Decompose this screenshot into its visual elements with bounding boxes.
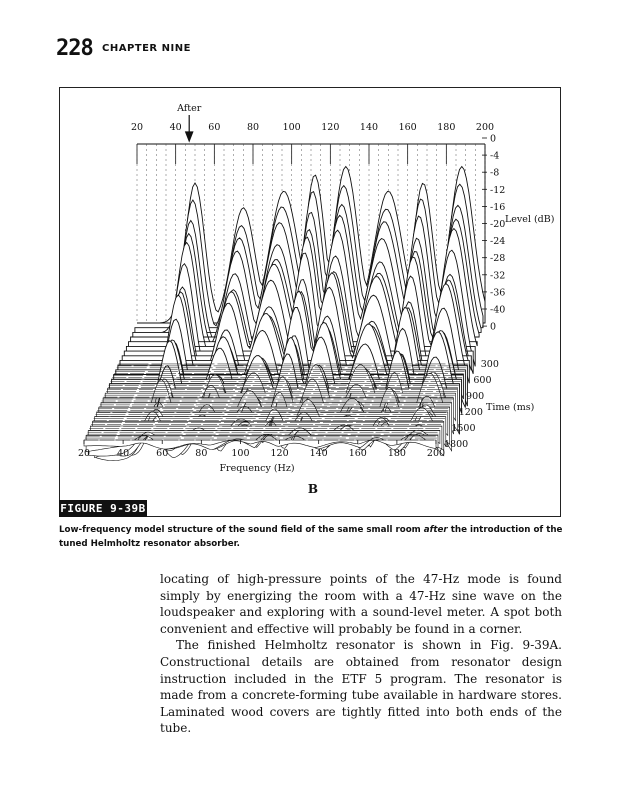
frequency-tick-label: 100 (231, 448, 250, 459)
top-axis-tick-label: 180 (437, 122, 456, 133)
frequency-tick-label: 80 (195, 448, 208, 459)
panel-letter: B (307, 482, 319, 496)
level-tick-label: -8 (490, 167, 500, 179)
caption-emphasis: after (423, 525, 448, 535)
level-tick-label: -16 (490, 201, 506, 213)
top-axis-tick-label: 200 (475, 122, 495, 133)
frequency-tick-label: 140 (309, 448, 328, 459)
level-tick-label: -12 (490, 184, 506, 196)
waterfall-plot (60, 88, 560, 500)
after-marker-label: After (177, 103, 202, 114)
frequency-tick-label: 120 (270, 448, 289, 459)
figure-caption (59, 523, 569, 551)
time-tick-label: 900 (466, 390, 485, 402)
time-tick-label: 600 (473, 374, 492, 386)
level-tick-label: -36 (490, 287, 506, 299)
level-tick-label: -40 (490, 304, 506, 316)
time-tick-label: 1200 (458, 406, 483, 418)
level-tick-label: -24 (490, 236, 506, 248)
top-axis-tick-label: 100 (282, 122, 301, 133)
top-axis-tick-label: 80 (246, 122, 260, 133)
top-axis-tick-label: 40 (169, 122, 182, 133)
caption-text-end: the introduction of the tuned Helmholtz resonator absorber. (59, 525, 563, 549)
top-axis-tick-label: 120 (321, 122, 340, 133)
level-tick-label: -20 (490, 219, 506, 230)
top-axis-tick-label: 60 (208, 122, 221, 133)
figure-frame (59, 87, 561, 517)
frequency-axis-title: Frequency (Hz) (219, 463, 295, 474)
frequency-tick-label: 160 (348, 448, 367, 459)
frequency-tick-label: 180 (387, 448, 406, 459)
page-number: 228 (56, 36, 93, 61)
top-axis-tick-label: 140 (359, 122, 379, 133)
caption-text: Low-frequency model structure of the sound field of the same small room (59, 525, 424, 535)
level-tick-label: 0 (490, 133, 497, 145)
top-axis-tick-label: 20 (130, 122, 144, 133)
time-tick-label: 300 (480, 358, 499, 370)
level-tick-label: -32 (490, 270, 506, 282)
paragraph: The finished Helmholtz resonator is shown in Fig. 9-39A. Constructional details are obtained from resonator design instruction included in the ETF 5 program. The resonator is made from a concrete-forming tube available in hardware stores. Laminated wood covers are tightly fitted into both ends of the tube. (160, 638, 562, 736)
frequency-tick-label: 20 (77, 448, 91, 459)
time-tick-label: 1500 (451, 422, 476, 434)
level-tick-label: 0 (490, 321, 497, 333)
time-axis-title: Time (ms) (486, 402, 535, 413)
time-tick-label: 1800 (444, 439, 469, 450)
paragraph: locating of high-pressure points of the 47-Hz mode is found simply by energizing the room with a 47-Hz sine wave on the loudspeaker and exploring with a sound-level meter. A spot both convenient and effective will probably be found in a corner. (160, 572, 562, 636)
chapter-title: CHAPTER NINE (102, 43, 191, 54)
figure-label: FIGURE 9-39B (60, 502, 146, 515)
top-axis-tick-label: 160 (398, 122, 417, 133)
body-text (160, 571, 562, 737)
level-tick-label: -28 (490, 253, 506, 265)
page-header (56, 36, 576, 64)
frequency-tick-label: 60 (156, 448, 169, 459)
level-axis-title: Level (dB) (505, 214, 555, 225)
after-marker-arrow (186, 115, 193, 141)
frequency-tick-label: 200 (426, 448, 446, 459)
level-tick-label: -4 (490, 150, 500, 162)
frequency-tick-label: 40 (117, 448, 130, 459)
